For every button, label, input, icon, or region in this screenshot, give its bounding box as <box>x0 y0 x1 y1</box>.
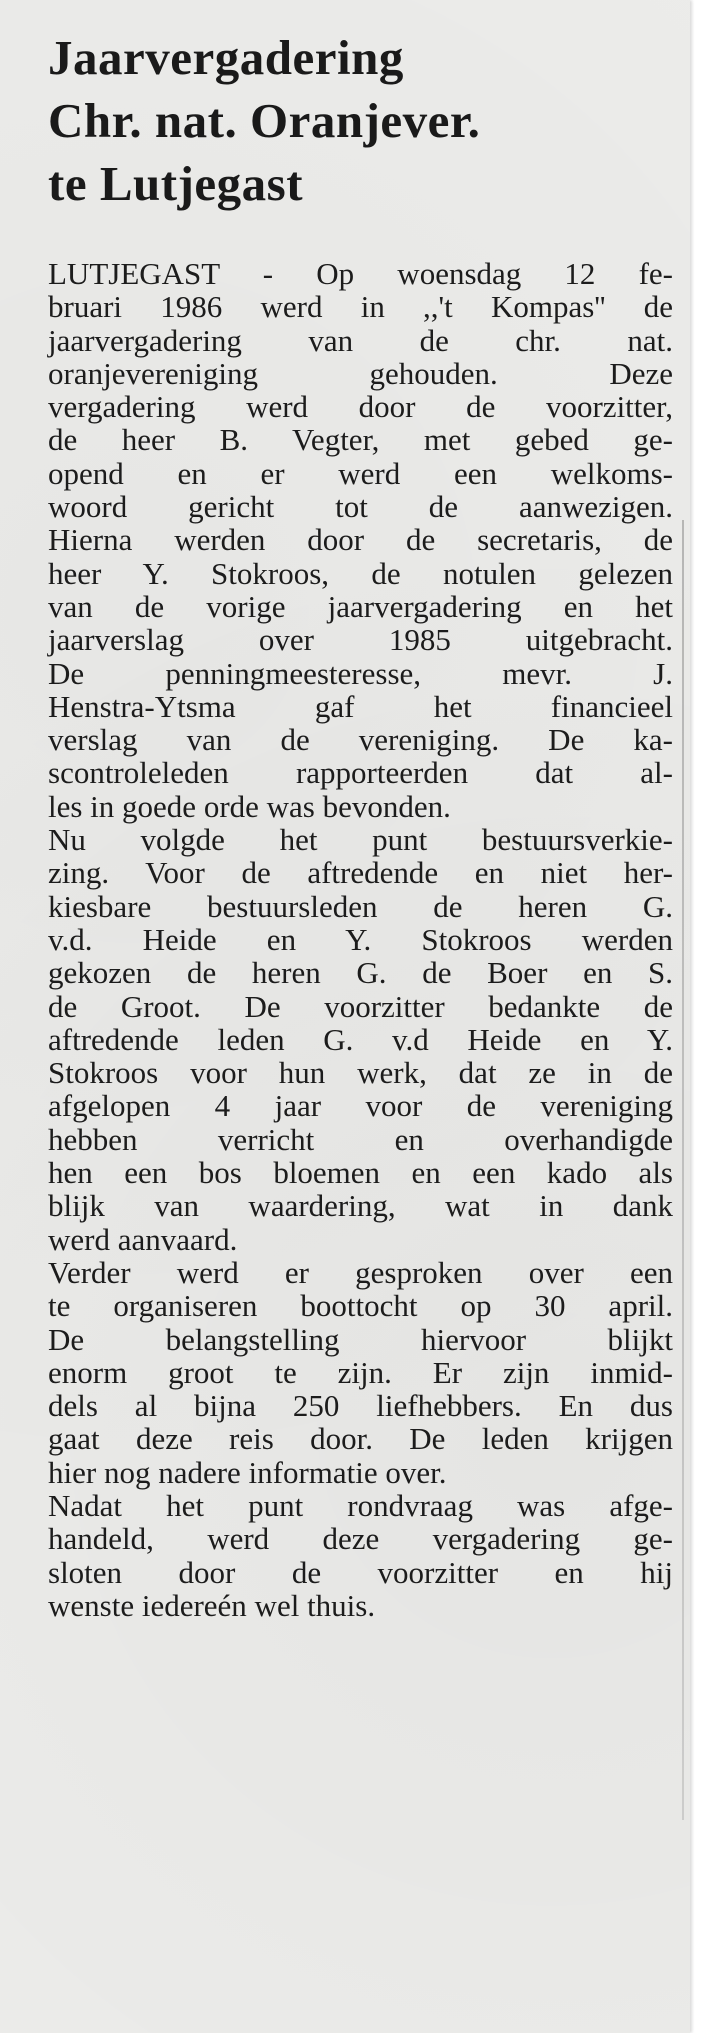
article-line: Hierna werden door de secretaris, de <box>48 522 673 558</box>
headline <box>48 26 668 215</box>
article-line: enorm groot te zijn. Er zijn inmid- <box>48 1354 673 1390</box>
article-line: scontroleleden rapporteerden dat al- <box>48 755 673 791</box>
headline-line: te Lutjegast <box>48 156 304 211</box>
article-line: de heer B. Vegter, met gebed ge- <box>48 422 673 458</box>
article-line: woord gericht tot de aanwezigen. <box>48 489 673 525</box>
article-line: de Groot. De voorzitter bedankte de <box>48 988 673 1024</box>
article-line: verslag van de vereniging. De ka- <box>48 722 673 758</box>
article-line: van de vorige jaarvergadering en het <box>48 588 673 624</box>
article-line: gaat deze reis door. De leden krijgen <box>48 1421 673 1457</box>
article-line: kiesbare bestuursleden de heren G. <box>48 888 673 924</box>
article-line: werd aanvaard. <box>48 1221 238 1257</box>
article-line: dels al bijna 250 liefhebbers. En dus <box>48 1388 673 1424</box>
article-line: te organiseren boottocht op 30 april. <box>48 1288 673 1324</box>
article-line: bruari 1986 werd in ,,'t Kompas'' de <box>48 289 673 325</box>
article-line: les in goede orde was bevonden. <box>48 788 451 824</box>
article-body <box>48 257 673 1622</box>
article-line: sloten door de voorzitter en hij <box>48 1554 673 1590</box>
article-line: opend en er werd een welkoms- <box>48 455 673 491</box>
headline-line: Jaarvergadering <box>48 30 404 85</box>
article-line: vergadering werd door de voorzitter, <box>48 389 673 425</box>
article-line: aftredende leden G. v.d Heide en Y. <box>48 1021 673 1057</box>
article-line: hebben verricht en overhandigde <box>48 1121 673 1157</box>
article-line: Henstra-Ytsma gaf het financieel <box>48 688 673 724</box>
article-line: De belangstelling hiervoor blijkt <box>48 1321 673 1357</box>
article-line: oranjevereniging gehouden. Deze <box>48 355 673 391</box>
article-line: jaarverslag over 1985 uitgebracht. <box>48 622 673 658</box>
article-line: handeld, werd deze vergadering ge- <box>48 1521 673 1557</box>
article-line: zing. Voor de aftredende en niet her- <box>48 855 673 891</box>
article-line: gekozen de heren G. de Boer en S. <box>48 955 673 991</box>
article-line: heer Y. Stokroos, de notulen gelezen <box>48 555 673 591</box>
article-line: LUTJEGAST - Op woensdag 12 fe- <box>48 256 673 291</box>
article-line: Nu volgde het punt bestuursverkie- <box>48 822 673 858</box>
article-line: blijk van waardering, wat in dank <box>48 1188 673 1224</box>
article-line: De penningmeesteresse, mevr. J. <box>48 655 673 691</box>
article-line: jaarvergadering van de chr. nat. <box>48 322 673 358</box>
headline-line: Chr. nat. Oranjever. <box>48 93 481 148</box>
article-line: wenste iedereén wel thuis. <box>48 1587 376 1623</box>
article-line: Stokroos voor hun werk, dat ze in de <box>48 1055 673 1091</box>
article-line: v.d. Heide en Y. Stokroos werden <box>48 921 673 957</box>
article-line: Nadat het punt rondvraag was afge- <box>48 1487 673 1523</box>
paper-edge-shadow <box>682 520 684 1820</box>
article-line: hen een bos bloemen en een kado als <box>48 1155 673 1191</box>
article-line: hier nog nadere informatie over. <box>48 1454 447 1490</box>
article-line: afgelopen 4 jaar voor de vereniging <box>48 1088 673 1124</box>
article-line: Verder werd er gesproken over een <box>48 1254 673 1290</box>
